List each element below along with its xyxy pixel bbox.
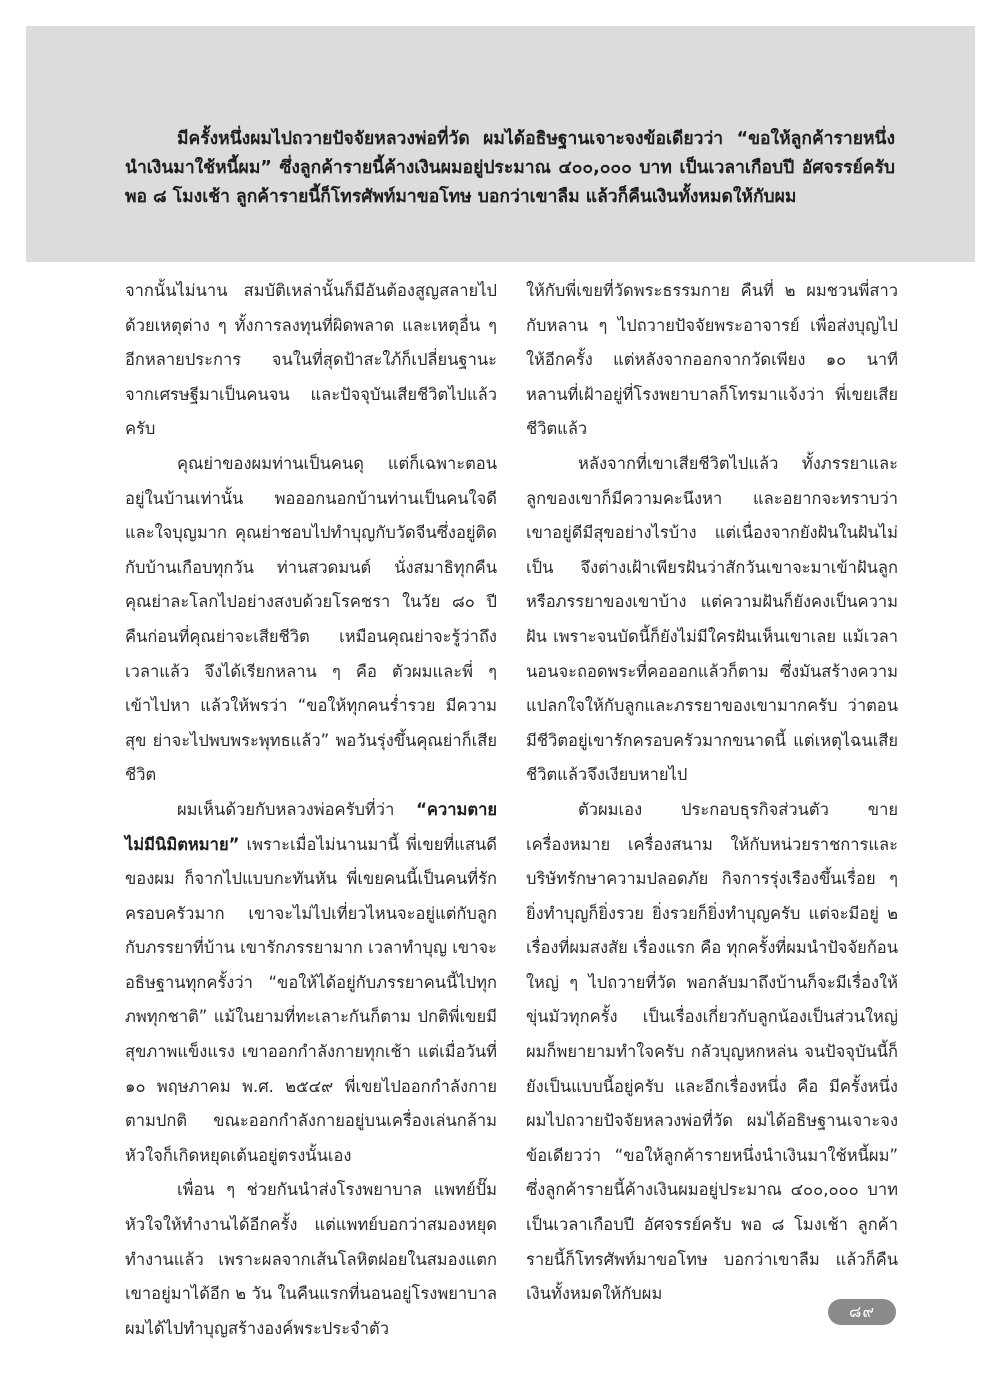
right-paragraph-1: ให้กับพี่เขยที่วัดพระธรรมกาย คืนที่ ๒ ผมชวนพี่สาวกับหลาน ๆ ไปถวายปัจจัยพระอาจารย์ เพื่อส่งบุญไปให้อีกครั้ง แต่หลังจากออกจากวัดเพียง ๑๐ นาที หลานที่เฝ้าอยู่ที่โรงพยาบาลก็โทรมาแจ้งว่า พี่เขยเสียชีวิตแล้ว bbox=[526, 281, 898, 439]
right-paragraph-3: ตัวผมเอง ประกอบธุรกิจส่วนตัว ขายเครื่องหมาย เครื่องสนาม ให้กับหน่วยราชการและบริษัทรักษาความปลอดภัย กิจการรุ่งเรืองขึ้นเรื่อย ๆ ยิ่งทำบุญก็ยิ่งรวย ยิ่งรวยก็ยิ่งทำบุญครับ แต่จะมีอยู่ ๒ เรื่องที่ผมสงสัย เรื่องแรก คือ ทุกครั้งที่ผมนำปัจจัยก้อนใหญ่ ๆ ไปถวายที่วัด พอกลับมาถึงบ้านก็จะมีเรื่องให้ขุ่นมัวทุกครั้ง เป็นเรื่องเกี่ยวกับลูกน้องเป็นส่วนใหญ่ ผมก็พยายามทำใจครับ กลัวบุญหกหล่น จนปัจจุบันนี้ก็ยังเป็นแบบนี้อยู่ครับ และอีกเรื่องหนึ่ง คือ มีครั้งหนึ่งผมไปถวายปัจจัยหลวงพ่อที่วัด ผมได้อธิษฐานเจาะจงข้อเดียวว่า “ขอให้ลูกค้ารายหนึ่งนำเงินมาใช้หนี้ผม” ซึ่งลูกค้ารายนี้ค้างเงินผมอยู่ประมาณ ๔๐๐,๐๐๐ บาท เป็นเวลาเกือบปี อัศจรรย์ครับ พอ ๘ โมงเช้า ลูกค้ารายนี้ก็โทรศัพท์มาขอโทษ บอกว่าเขาลืม แล้วก็คืนเงินทั้งหมดให้กับผม bbox=[526, 799, 898, 1304]
pull-quote-text: มีครั้งหนึ่งผมไปถวายปัจจัยหลวงพ่อที่วัด ผมได้อธิษฐานเจาะจงข้อเดียวว่า “ขอให้ลูกค้ารายหนึ่ง นำเงินมาใช้หนี้ผม” ซึ่งลูกค้ารายนี้ค้างเงินผมอยู่ประมาณ ๔๐๐,๐๐๐ บาท เป็นเวลาเกือบปี อัศจรรย์ครับ พอ ๘ โมงเช้า ลูกค้ารายนี้ก็โทรศัพท์มาขอโทษ บอกว่าเขาลืม แล้วก็คืนเงินทั้งหมดให้กับผม bbox=[125, 129, 895, 207]
emphasis-quote: “ความตายไม่มีนิมิตหมาย” bbox=[125, 799, 497, 854]
page-number-badge: ๘๙ bbox=[828, 1299, 896, 1325]
right-column bbox=[526, 274, 898, 1312]
left-paragraph-4: เพื่อน ๆ ช่วยกันนำส่งโรงพยาบาล แพทย์ปั๊มหัวใจให้ทำงานได้อีกครั้ง แต่แพทย์บอกว่าสมองหยุดทำงานแล้ว เพราะผลจากเส้นโลหิตฝอยในสมองแตก เขาอยู่มาได้อีก ๒ วัน ในคืนแรกที่นอนอยู่โรงพยาบาล ผมได้ไปทำบุญสร้างองค์พระประจำตัว bbox=[125, 1180, 497, 1338]
left-paragraph-3-intro: ผมเห็นด้วยกับหลวงพ่อครับที่ว่า bbox=[177, 799, 417, 819]
right-paragraph-2: หลังจากที่เขาเสียชีวิตไปแล้ว ทั้งภรรยาและลูกของเขาก็มีความคะนึงหา และอยากจะทราบว่า เขาอยู่ดีมีสุขอย่างไรบ้าง แต่เนื่องจากยังฝันในฝันไม่เป็น จึงต่างเฝ้าเพียรฝันว่าสักวันเขาจะมาเข้าฝันลูกหรือภรรยาของเขาบ้าง แต่ความฝันก็ยังคงเป็นความฝัน เพราะจนบัดนี้ก็ยังไม่มีใครฝันเห็นเขาเลย แม้เวลานอนจะถอดพระที่คอออกแล้วก็ตาม ซึ่งมันสร้างความแปลกใจให้กับลูกและภรรยาของเขามากครับ ว่าตอนมีชีวิตอยู่เขารักครอบครัวมากขนาดนี้ แต่เหตุไฉนเสียชีวิตแล้วจึงเงียบหายไป bbox=[526, 453, 898, 785]
left-paragraph-1: จากนั้นไม่นาน สมบัติเหล่านั้นก็มีอันต้องสูญสลายไปด้วยเหตุต่าง ๆ ทั้งการลงทุนที่ผิดพลาด และเหตุอื่น ๆ อีกหลายประการ จนในที่สุดป้าสะใภ้ก็เปลี่ยนฐานะจากเศรษฐีมาเป็นคนจน และปัจจุบันเสียชีวิตไปแล้วครับ bbox=[125, 281, 497, 439]
left-column bbox=[125, 274, 497, 1346]
left-paragraph-3-rest: เพราะเมื่อไม่นานมานี้ พี่เขยที่แสนดีของผม ก็จากไปแบบกะทันหัน พี่เขยคนนี้เป็นคนที่รักครอบครัวมาก เขาจะไม่ไปเที่ยวไหนจะอยู่แต่กับลูกกับภรรยาที่บ้าน เขารักภรรยามาก เวลาทำบุญ เขาจะอธิษฐานทุกครั้งว่า “ขอให้ได้อยู่กับภรรยาคนนี้ไปทุกภพทุกชาติ” แม้ในยามที่ทะเลาะกันก็ตาม ปกติพี่เขยมีสุขภาพแข็งแรง เขาออกกำลังกายทุกเช้า แต่เมื่อวันที่ ๑๐ พฤษภาคม พ.ศ. ๒๕๔๙ พี่เขยไปออกกำลังกายตามปกติ ขณะออกกำลังกายอยู่บนเครื่องเล่นกล้าม หัวใจก็เกิดหยุดเต้นอยู่ตรงนั้นเอง bbox=[125, 834, 497, 1165]
left-paragraph-3 bbox=[125, 793, 497, 1174]
left-paragraph-2: คุณย่าของผมท่านเป็นคนดุ แต่ก็เฉพาะตอนอยู่ในบ้านเท่านั้น พอออกนอกบ้านท่านเป็นคนใจดีและใจบุญมาก คุณย่าชอบไปทำบุญกับวัดจีนซึ่งอยู่ติดกับบ้านเกือบทุกวัน ท่านสวดมนต์ นั่งสมาธิทุกคืน คุณย่าละโลกไปอย่างสงบด้วยโรคชรา ในวัย ๘๐ ปี คืนก่อนที่คุณย่าจะเสียชีวิต เหมือนคุณย่าจะรู้ว่าถึงเวลาแล้ว จึงได้เรียกหลาน ๆ คือ ตัวผมและพี่ ๆ เข้าไปหา แล้วให้พรว่า “ขอให้ทุกคนร่ำรวย มีความสุข ย่าจะไปพบพระพุทธแล้ว” พอวันรุ่งขึ้นคุณย่าก็เสียชีวิต bbox=[125, 453, 497, 785]
